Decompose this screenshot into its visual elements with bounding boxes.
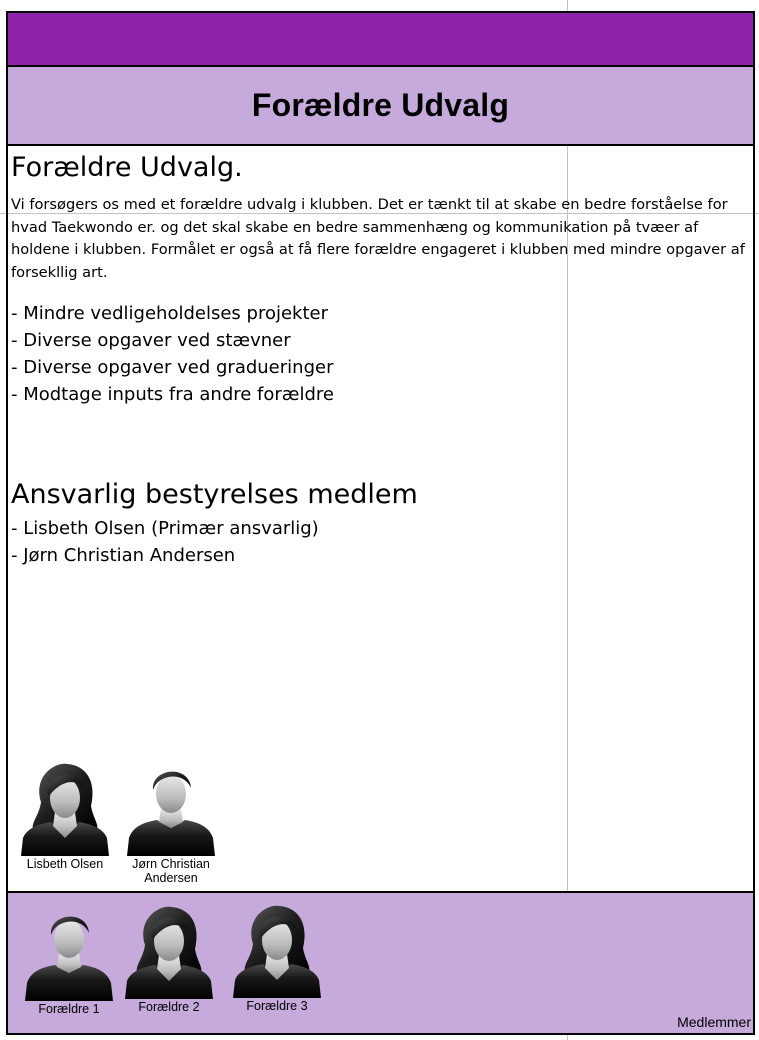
male-avatar-icon — [125, 762, 217, 856]
board-person-card — [116, 762, 226, 885]
members-band — [8, 893, 753, 1033]
female-avatar-icon — [123, 905, 215, 999]
female-avatar-icon — [231, 904, 323, 998]
page-title: Forældre Udvalg — [251, 87, 510, 123]
female-avatar-icon — [19, 762, 111, 856]
member-card — [222, 904, 332, 1013]
person-name: Lisbeth Olsen — [26, 857, 104, 871]
member-name: Forældre 1 — [38, 1002, 100, 1016]
section-heading: Forældre Udvalg. — [11, 152, 243, 183]
member-card — [114, 905, 224, 1014]
task-item: - Diverse opgaver ved gradueringer — [11, 357, 334, 378]
responsible-heading: Ansvarlig bestyrelses medlem — [11, 479, 418, 510]
members-label: Medlemmer — [677, 1014, 751, 1030]
member-name: Forældre 3 — [246, 999, 308, 1013]
responsible-item: - Lisbeth Olsen (Primær ansvarlig) — [11, 518, 319, 539]
task-item: - Mindre vedligeholdelses projekter — [11, 303, 328, 324]
board-person-card — [10, 762, 120, 871]
page-frame — [6, 11, 755, 1035]
title-band — [8, 67, 753, 146]
task-list — [11, 300, 334, 408]
content-area — [8, 146, 753, 893]
task-item: - Diverse opgaver ved stævner — [11, 330, 291, 351]
member-card — [14, 907, 124, 1016]
responsible-list — [11, 515, 319, 569]
top-bar — [8, 13, 753, 67]
intro-paragraph: Vi forsøgers os med et forældre udvalg i klubben. Det er tænkt til at skabe en bedre forståelse for hvad Taekwondo er. og det skal skabe en bedre sammenhæng og kommunikation på tvæer af holdene i klubben. Formålet er også at få flere forældre engageret i klubben med mindre opgaver af forsekllig art. — [11, 196, 745, 281]
person-name: Jørn Christian Andersen — [132, 857, 210, 885]
male-avatar-icon — [23, 907, 115, 1001]
member-name: Forældre 2 — [138, 1000, 200, 1014]
task-item: - Modtage inputs fra andre forældre — [11, 384, 334, 405]
responsible-item: - Jørn Christian Andersen — [11, 545, 236, 566]
